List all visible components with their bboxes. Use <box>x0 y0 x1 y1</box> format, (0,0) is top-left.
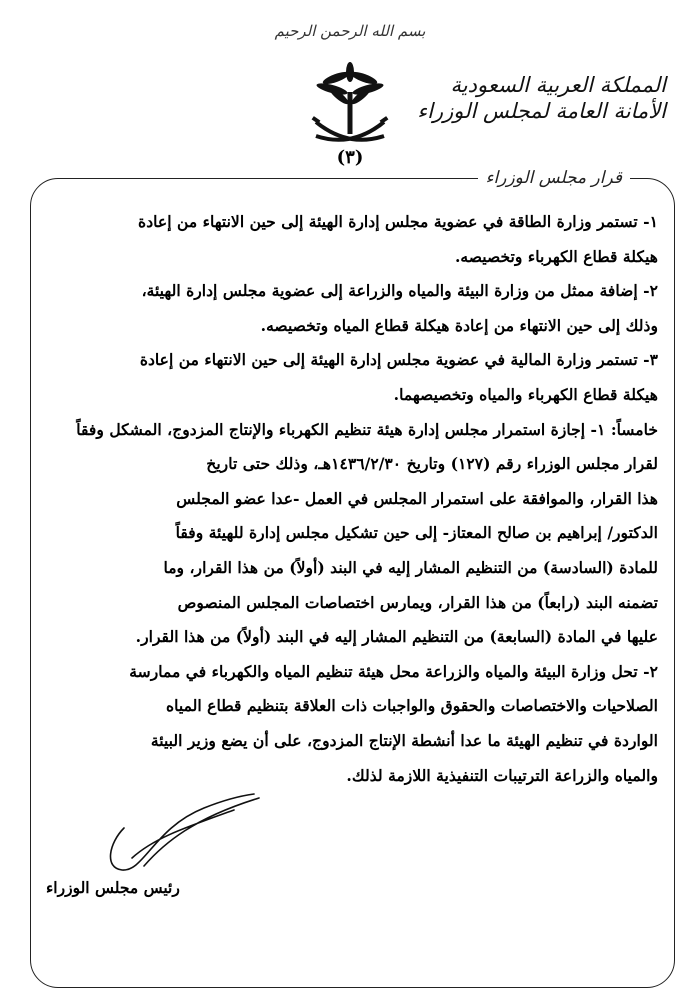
signature-title: رئيس مجلس الوزراء <box>46 878 180 897</box>
signature-icon <box>84 788 284 884</box>
body-line: هذا القرار، والموافقة على استمرار المجلس في العمل -عدا عضو المجلس <box>176 488 658 508</box>
basmala: بسم الله الرحمن الرحيم <box>274 22 426 40</box>
body-line: للمادة (السادسة) من التنظيم المشار إليه في البند (أولاً) من هذا القرار، وما <box>163 557 658 577</box>
body-line: الواردة في تنظيم الهيئة ما عدا أنشطة الإنتاج المزدوج، على أن يضع وزير البيئة <box>150 730 658 750</box>
body-line: ٢- إضافة ممثل من وزارة البيئة والمياه والزراعة إلى عضوية مجلس إدارة الهيئة، <box>141 281 658 301</box>
body-line: الصلاحيات والاختصاصات والحقوق والواجبات ذات العلاقة بتنظيم قطاع المياه <box>165 696 658 716</box>
body-line: ١- تستمر وزارة الطاقة في عضوية مجلس إدارة الهيئة إلى حين الانتهاء من إعادة <box>138 212 658 231</box>
body-line: هيكلة قطاع الكهرباء والمياه وتخصيصهما. <box>393 384 658 404</box>
body-line: خامساً: ١- إجازة استمرار مجلس إدارة هيئة تنظيم الكهرباء والإنتاج المزدوج، المشكل وفقاً <box>76 419 658 439</box>
letterhead-line-kingdom: المملكة العربية السعودية <box>450 73 666 97</box>
body-line: تضمنه البند (رابعاً) من هذا القرار، ويمارس اختصاصات المجلس المنصوص <box>177 592 658 612</box>
page-number: (٣) <box>336 147 364 168</box>
body-line: هيكلة قطاع الكهرباء وتخصيصه. <box>454 246 658 266</box>
body-line: ٢- تحل وزارة البيئة والمياه والزراعة محل هيئة تنظيم المياه والكهرباء في ممارسة <box>129 661 658 681</box>
saudi-emblem-palm-swords-icon <box>310 62 390 158</box>
body-line: لقرار مجلس الوزراء رقم (١٢٧) وتاريخ ١٤٣٦/٢/٣٠هـ، وذلك حتى تاريخ <box>206 454 658 474</box>
body-line: عليها في المادة (السابعة) من التنظيم المشار إليه في البند (أولاً) من هذا القرار. <box>135 627 658 647</box>
letterhead-line-secretariat: الأمانة العامة لمجلس الوزراء <box>417 99 666 123</box>
body-line: والمياه والزراعة الترتيبات التنفيذية اللازمة لذلك. <box>346 765 658 785</box>
body-line: وذلك إلى حين الانتهاء من إعادة هيكلة قطاع المياه وتخصيصه. <box>260 315 658 335</box>
body-line: ٣- تستمر وزارة المالية في عضوية مجلس إدارة الهيئة إلى حين الانتهاء من إعادة <box>139 350 658 370</box>
decision-body <box>44 205 658 793</box>
letterhead <box>417 72 666 124</box>
frame-label: قرار مجلس الوزراء <box>478 168 630 188</box>
body-line: الدكتور/ إبراهيم بن صالح المعتاز- إلى حين تشكيل مجلس إدارة للهيئة وفقاً <box>175 523 658 543</box>
